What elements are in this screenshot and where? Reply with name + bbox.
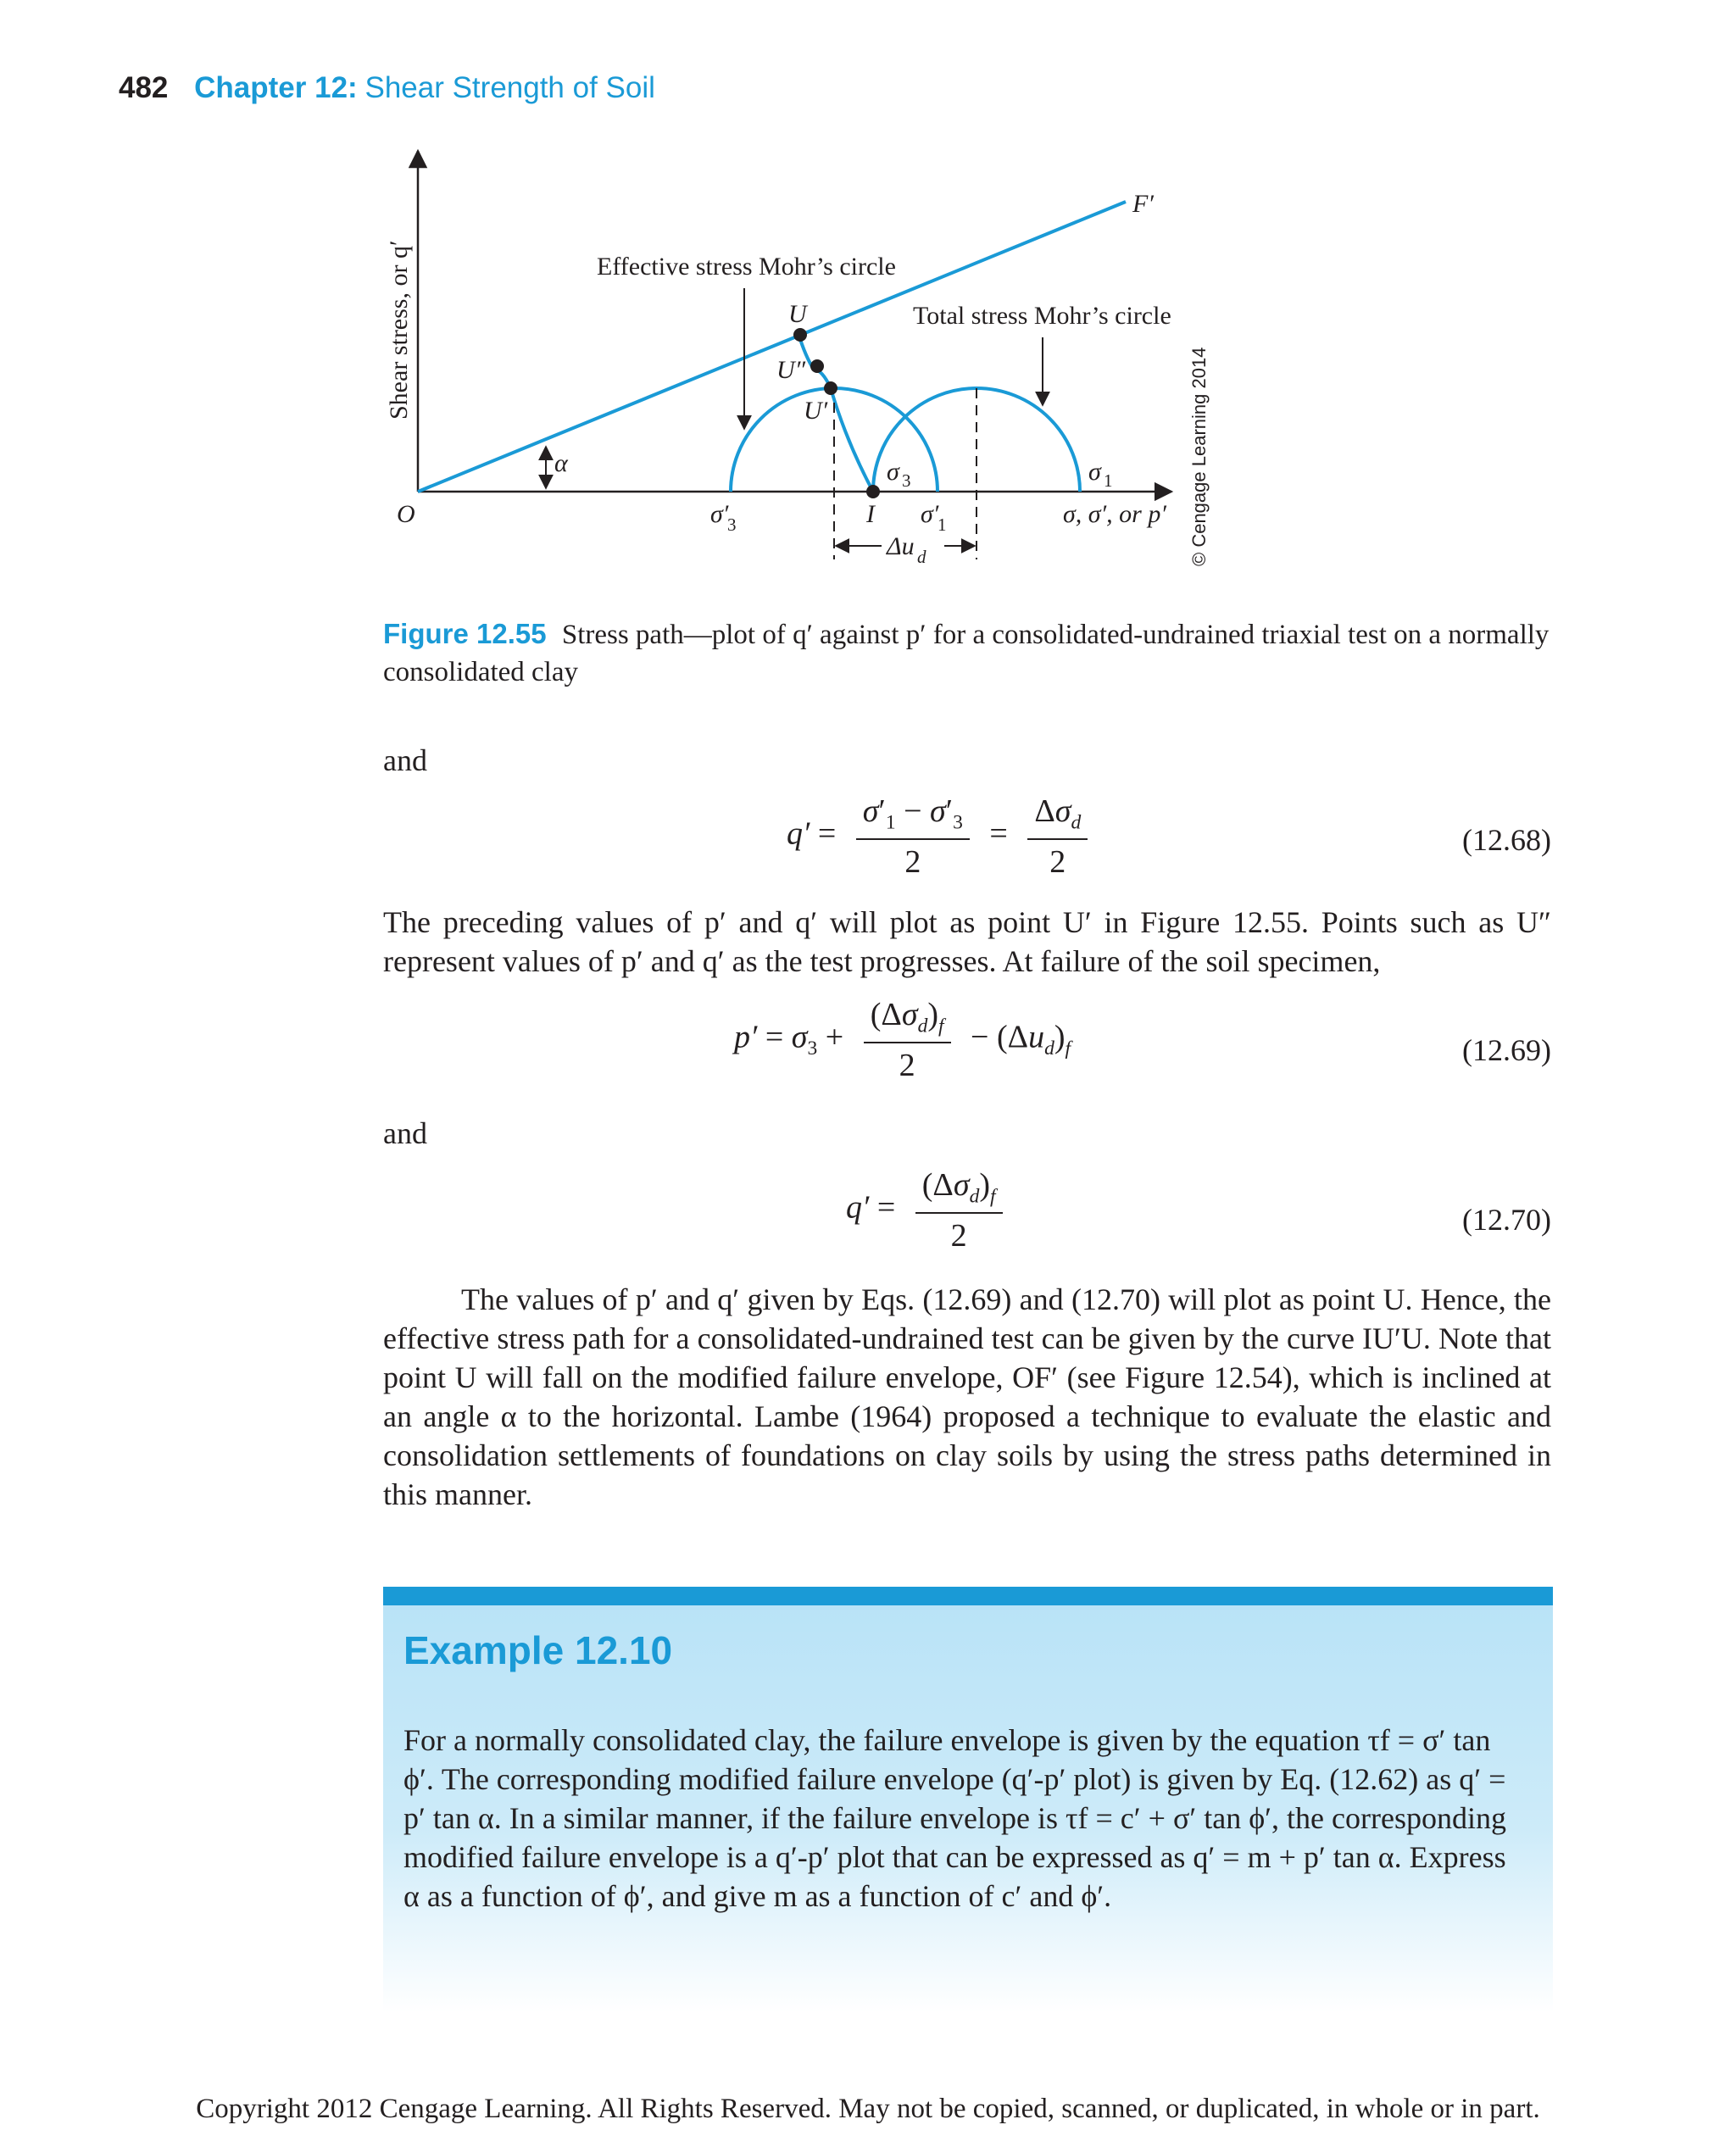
svg-text:σ′: σ′ xyxy=(710,500,729,528)
svg-text:d: d xyxy=(917,547,926,567)
delta-u-label xyxy=(886,532,926,567)
equation-12-68: q′ = $\frac{\sigma'_1 - \sigma'_3}{2}$ = $\frac{\Delta\sigma_d}{2}$ xyxy=(787,793,1099,881)
point-U2-label: U″ xyxy=(776,356,806,384)
svg-text:1: 1 xyxy=(938,515,947,535)
y-axis-label: Shear stress, or q′ xyxy=(385,240,413,420)
equation-12-70: q′ = $\frac{(\Delta\sigma_d)_f}{2}$ xyxy=(846,1166,1015,1254)
equation-number-12-69: (12.69) xyxy=(1462,1033,1551,1067)
failure-envelope-line xyxy=(418,202,1126,492)
stress-path-figure xyxy=(0,0,1736,610)
and-text-2: and xyxy=(383,1116,427,1150)
paragraph-1: The preceding values of p′ and q′ will plot as point U′ in Figure 12.55. Points such as U″ represent values of p′ and q′ as the test progresses. At failure of the soil specimen, xyxy=(383,905,1551,978)
caption-label: Figure 12.55 xyxy=(383,618,547,649)
svg-text:Δu: Δu xyxy=(887,532,915,560)
copyright-footer: Copyright 2012 Cengage Learning. All Rights Reserved. May not be copied, scanned, or duplicated, in whole or in part. xyxy=(196,2094,1540,2124)
paragraph-2: The values of p′ and q′ given by Eqs. (12.69) and (12.70) will plot as point U. Hence, the effective stress path for a consolidated-undrained test can be given by the curve IU′U. Note that point U will fall on the modified failure envelope, OF′ (see Figure 12.54), which is inclined at an angle α to the horizontal. Lambe (1964) proposed a technique to evaluate the elastic and consolidation settlements of foundations on clay soils by using the stress paths determined in this manner. xyxy=(383,1282,1551,1511)
example-title: Example 12.10 xyxy=(403,1628,673,1672)
chapter-title: Shear Strength of Soil xyxy=(364,71,655,104)
caption-text: Stress path—plot of q′ against p′ for a consolidated-undrained triaxial test on a normally consolidated clay xyxy=(383,620,1550,687)
origin-label: O xyxy=(397,500,415,528)
point-U1-marker xyxy=(824,381,837,395)
point-I-label: I xyxy=(866,500,875,528)
svg-text:σ: σ xyxy=(887,458,899,486)
sigma1-prime-label xyxy=(921,500,947,535)
and-text-1: and xyxy=(383,743,427,777)
example-box xyxy=(383,1587,1553,2012)
example-text: For a normally consolidated clay, the failure envelope is given by the equation τf = σ′ tan ϕ′. The corresponding modified failure envelope (q′-p′ plot) is given by Eq. (12.62) as q′ = p′ tan α. In a similar manner, if the failure envelope is τf = c′ + σ′ tan ϕ′, the corresponding modified failure envelope is a q′-p′ plot that can be expressed as q′ = m + p′ tan α. Express α as a function of ϕ′, and give m as a function of c′ and ϕ′. xyxy=(403,1723,1506,1913)
page-number: 482 xyxy=(119,71,169,104)
equation-number-12-68: (12.68) xyxy=(1462,823,1551,857)
equation-number-12-70: (12.70) xyxy=(1462,1203,1551,1237)
envelope-label-F: F′ xyxy=(1132,190,1154,218)
sigma1-total-label xyxy=(1088,458,1113,491)
svg-text:σ: σ xyxy=(1088,458,1101,486)
point-I-marker xyxy=(866,485,880,498)
svg-text:1: 1 xyxy=(1104,470,1113,491)
point-U1-label: U′ xyxy=(804,397,828,425)
alpha-label: α xyxy=(554,449,568,477)
point-U-label: U xyxy=(788,300,807,328)
point-U-marker xyxy=(793,328,807,342)
equation-12-69: $p' = \sigma_3$ + $\frac{(\Delta\sigma_d)_f}{2}$ − $(\Delta u_d)_f$ xyxy=(734,997,1071,1083)
total-circle-label: Total stress Mohr’s circle xyxy=(913,302,1171,330)
figure-copyright: © Cengage Learning 2014 xyxy=(1188,347,1210,566)
point-U2-marker xyxy=(810,359,824,373)
svg-text:σ′: σ′ xyxy=(921,500,939,528)
sigma3-prime-label xyxy=(710,500,737,535)
chapter-label: Chapter 12: xyxy=(194,71,358,104)
figure-caption xyxy=(383,615,1553,691)
sigma3-total-label xyxy=(887,458,911,491)
effective-circle-label: Effective stress Mohr’s circle xyxy=(597,253,896,281)
x-axis-label: σ, σ′, or p′ xyxy=(1063,500,1166,528)
svg-text:3: 3 xyxy=(902,470,911,491)
svg-text:3: 3 xyxy=(727,515,737,535)
